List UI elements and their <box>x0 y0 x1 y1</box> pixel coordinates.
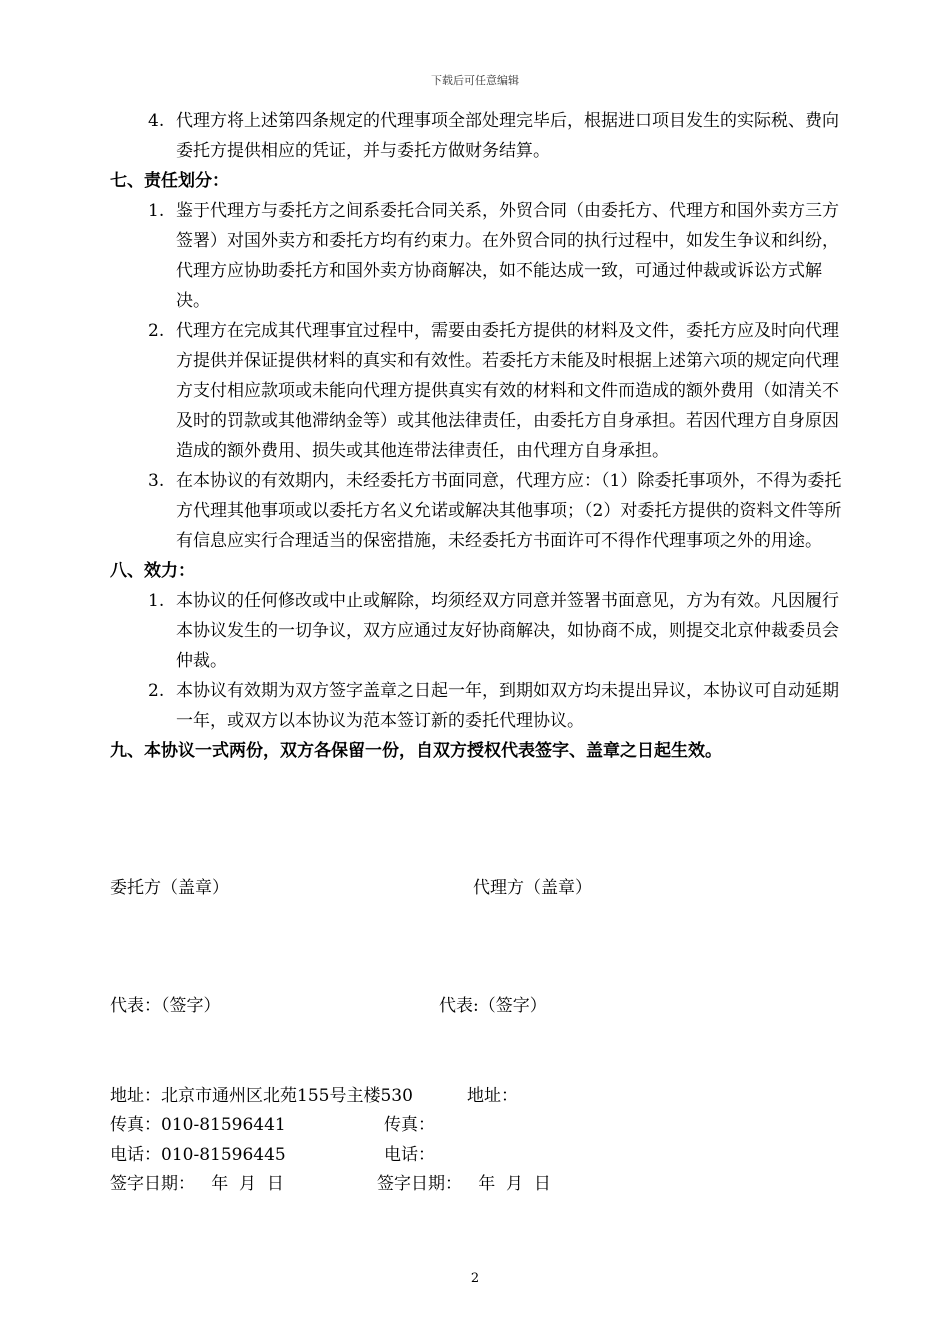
header-note: 下载后可任意编辑 <box>431 74 519 87</box>
item-number: 1. <box>148 591 165 611</box>
item-number: 4. <box>148 111 165 131</box>
client-fax: 传真：010-81596441 <box>110 1115 286 1135</box>
client-representative-label: 代表：（签字） <box>110 996 221 1016</box>
agent-sign-date: 签字日期： 年 月 日 <box>377 1174 551 1194</box>
item-text: 代理方将上述第四条规定的代理事项全部处理完毕后，根据进口项目发生的实际税、费向委托方提供相应的凭证，并与委托方做财务结算。 <box>176 111 839 161</box>
agent-phone: 电话： <box>384 1145 435 1165</box>
section7-title: 七、责任划分： <box>110 171 229 191</box>
agent-representative-label: 代表:（签字） <box>439 996 547 1016</box>
agreement-body <box>110 106 850 766</box>
agent-fax: 传真： <box>384 1115 435 1135</box>
section7-item-1 <box>110 196 850 316</box>
item-number: 1. <box>148 201 165 221</box>
item-number: 2. <box>148 681 165 701</box>
item-number: 3. <box>148 471 165 491</box>
client-address: 地址：北京市通州区北苑155号主楼530 <box>110 1086 413 1106</box>
item-text: 本协议的任何修改或中止或解除，均须经双方同意并签署书面意见，方为有效。凡因履行本协议发生的一切争议，双方应通过友好协商解决，如协商不成，则提交北京仲裁委员会仲裁。 <box>176 591 839 671</box>
agent-seal-label: 代理方（盖章） <box>473 878 592 898</box>
client-sign-date: 签字日期： 年 月 日 <box>110 1174 284 1194</box>
item-text: 本协议有效期为双方签字盖章之日起一年，到期如双方均未提出异议，本协议可自动延期一年，或双方以本协议为范本签订新的委托代理协议。 <box>176 681 839 731</box>
section8-title: 八、效力： <box>110 561 195 581</box>
page-number: 2 <box>470 1271 480 1286</box>
item-text: 代理方在完成其代理事宜过程中，需要由委托方提供的材料及文件，委托方应及时向代理方提供并保证提供材料的真实和有效性。若委托方未能及时根据上述第六项的规定向代理方支付相应款项或未能向代理方提供真实有效的材料和文件而造成的额外费用（如清关不及时的罚款或其他滞纳金等）或其他法律责任，由委托方自身承担。若因代理方自身原因造成的额外费用、损失或其他连带法律责任，由代理方自身承担。 <box>176 321 839 461</box>
item-text: 鉴于代理方与委托方之间系委托合同关系，外贸合同（由委托方、代理方和国外卖方三方签署）对国外卖方和委托方均有约束力。在外贸合同的执行过程中，如发生争议和纠纷，代理方应协助委托方和国外卖方协商解决，如不能达成一致，可通过仲裁或诉讼方式解决。 <box>176 201 839 311</box>
client-phone: 电话：010-81596445 <box>110 1145 286 1165</box>
section8-item-1 <box>110 586 850 676</box>
item-text: 在本协议的有效期内，未经委托方书面同意，代理方应：（1）除委托事项外，不得为委托方代理其他事项或以委托方名义允诺或解决其他事项；（2）对委托方提供的资料文件等所有信息应实行合理适当的保密措施，未经委托方书面许可不得作代理事项之外的用途。 <box>176 471 842 551</box>
section9-title: 九、本协议一式两份，双方各保留一份，自双方授权代表签字、盖章之日起生效。 <box>110 741 722 761</box>
section7-item-2 <box>110 316 850 466</box>
item-number: 2. <box>148 321 165 341</box>
section6-item-4 <box>110 106 850 166</box>
client-seal-label: 委托方（盖章） <box>110 878 229 898</box>
section8-item-2 <box>110 676 850 736</box>
section7-item-3 <box>110 466 850 556</box>
agent-address: 地址： <box>467 1086 518 1106</box>
